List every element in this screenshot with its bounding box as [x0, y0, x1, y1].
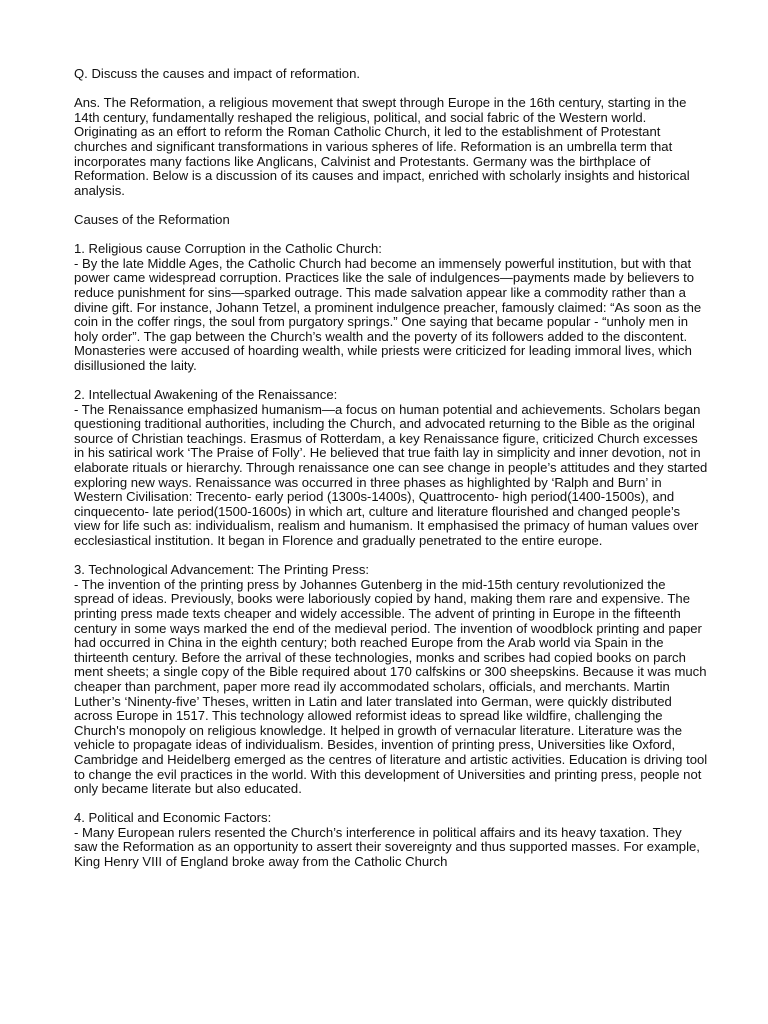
section-body-religious: - By the late Middle Ages, the Catholic Church had become an immensely powerful institution, but with that power came widespread corruption. Practices like the sale of indulgences—payments made by believers to reduce punishment for sins—sparked outrage. This made salvation appear like a commodity rather than a divine gift. For instance, Johann Tetzel, a prominent indulgence preacher, famously claimed: “As soon as the coin in the coffer rings, the soul from purgatory springs.” One saying that became popular - “unholy men in holy order”. The gap between the Church’s wealth and the poverty of its followers added to the discontent. Monasteries were accused of hoarding wealth, while priests were criticized for leading immoral lives, which disillusioned the laity. [74, 255, 702, 373]
section-heading-intellectual: 2. Intellectual Awakening of the Renaissance: [74, 387, 338, 403]
section-heading-political: 4. Political and Economic Factors: [74, 810, 272, 826]
causes-heading: Causes of the Reformation [74, 211, 230, 227]
section-body-technological: - The invention of the printing press by Johannes Gutenberg in the mid-15th century revolutionized the spread of ideas. Previously, books were laboriously copied by hand, making them rare and expensive. The printing press made texts cheaper and widely accessible. The advent of printing in Europe in the fifteenth century in some ways marked the end of the medieval period. The invention of woodblock printing and paper had occurred in China in the eighth century; both reached Europe from the Arab world via Spain in the thirteenth century. Before the arrival of these technologies, monks and scribes had copied books on parch ment sheets; a single copy of the Bible required about 170 calfskins or 300 sheepskins. Because it was much cheaper than parchment, paper more read ily accommodated scholars, officials, and merchants. Martin Luther’s ‘Ninenty-five’ Theses, written in Latin and later translated into German, were quickly distributed across Europe in 1517. This technology allowed reformist ideas to spread like wildfire, challenging the Church's monopoly on religious knowledge. It helped in growth of vernacular literature. Literature was the vehicle to propagate ideas of individualism. Besides, invention of printing press, Universities like Oxford, Cambridge and Heidelberg emerged as the centres of literature and artistic activities. Education is driving tool to change the evil practices in the world. With this development of Universities and printing press, people not only became literate but also educated. [74, 576, 708, 797]
section-body-intellectual: - The Renaissance emphasized humanism—a focus on human potential and achievements. Scholars began questioning traditional authorities, including the Church, and advocated returning to the Bible as the original source of Christian teachings. Erasmus of Rotterdam, a key Renaissance figure, criticized Church excesses in his satirical work ‘The Praise of Folly’. He believed that true faith lay in simplicity and inner devotion, not in elaborate rituals or hierarchy. Through renaissance one can see change in people’s attitudes and they started exploring new ways. Renaissance was occurred in three phases as highlighted by ‘Ralph and Burn’ in Western Civilisation: Trecento- early period (1300s-1400s), Quattrocento- high period(1400-1500s), and cinquecento- late period(1500-1600s) in which art, culture and literature flourished and changed people’s view for life such as: individualism, realism and humanism. It emphasised the primacy of human values over ecclesiastical institution. It began in Florence and gradually penetrated to the entire europe. [74, 401, 708, 548]
question-text: Q. Discuss the causes and impact of reformation. [74, 66, 361, 81]
section-heading-technological: 3. Technological Advancement: The Printing Press: [74, 562, 370, 578]
answer-paragraph: Ans. The Reformation, a religious movement that swept through Europe in the 16th century, starting in the 14th century, fundamentally reshaped the religious, political, and social fabric of the Western world. Originating as an effort to reform the Roman Catholic Church, it led to the establishment of Protestant churches and significant transformations in various spheres of life. Reformation is an umbrella term that incorporates many factions like Anglicans, Calvinist and Protestants. Germany was the birthplace of Reformation. Below is a discussion of its causes and impact, enriched with scholarly insights and historical analysis. [74, 95, 690, 198]
section-heading-religious: 1. Religious cause Corruption in the Catholic Church: [74, 241, 382, 257]
section-body-political: - Many European rulers resented the Church’s interference in political affairs and its heavy taxation. They saw the Reformation as an opportunity to assert their sovereignty and thus supported masses. For example, King Henry VIII of England broke away from the Catholic Church [74, 824, 700, 870]
